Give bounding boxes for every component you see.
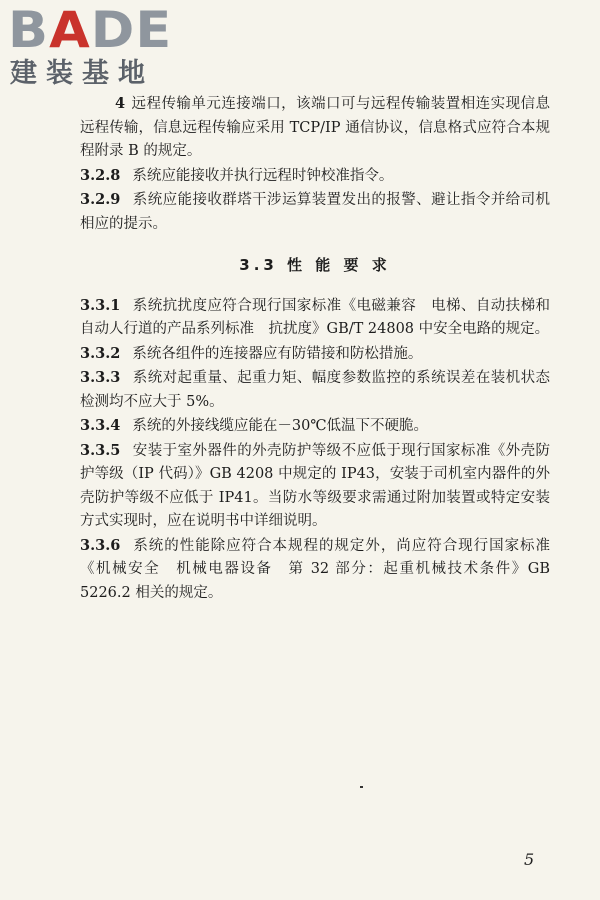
clause-number: 3.2.9: [80, 191, 121, 208]
clause-text: 安装于室外器件的外壳防护等级不应低于现行国家标准《外壳防护等级（IP 代码）》GB 4208 中规定的 IP43，安装于司机室内器件的外壳防护等级不应低于 IP41。当防水等级要求需通过附加装置或特定安装方式实现时，应在说明书中详细说明。: [80, 442, 550, 529]
item-4-text: 远程传输单元连接端口，该端口可与远程传输装置相连实现信息远程传输，信息远程传输应采用 TCP/IP 通信协议，信息格式应符合本规程附录 B 的规定。: [80, 96, 550, 159]
logo-letter-a: A: [49, 1, 91, 59]
item-4-number: 4: [115, 95, 126, 112]
clause-number: 3.2.8: [80, 166, 121, 184]
clause-text: 系统应能接收并执行远程时钟校准指令。: [132, 167, 394, 184]
page-number: 5: [524, 850, 535, 869]
clause-text: 系统抗扰度应符合现行国家标准《电磁兼容 电梯、自动扶梯和自动人行道的产品系列标准 抗扰度》GB/T 24808 中安全电路的规定。: [80, 297, 550, 337]
clause-3-3-6: [80, 534, 550, 606]
clause-text: 系统的外接线缆应能在－30℃低温下不硬脆。: [132, 418, 429, 434]
clause-number: 3.3.3: [80, 369, 121, 386]
clause-3-3-1: [80, 294, 550, 342]
logo-subtitle: 建装基地: [10, 58, 154, 89]
clause-3-2-9: [80, 188, 550, 236]
section-title: 3.3 性 能 要 求: [239, 256, 391, 274]
clause-text: 系统各组件的连接器应有防错接和防松措施。: [132, 345, 423, 362]
clause-text: 系统的性能除应符合本规程的规定外，尚应符合现行国家标准《机械安全 机械电器设备 第 32 部分：起重机械技术条件》GB 5226.2 相关的规定。: [80, 537, 550, 601]
clause-number: 3.3.6: [80, 536, 121, 554]
clause-3-3-4: [80, 414, 550, 439]
item-4-paragraph: [80, 92, 550, 164]
logo-wordmark: [8, 2, 172, 58]
clause-text: 系统对起重量、起重力矩、幅度参数监控的系统误差在装机状态检测均不应大于 5%。: [80, 370, 550, 410]
stray-dot-mark: [360, 786, 363, 788]
clause-number: 3.3.5: [80, 441, 121, 459]
logo-letters-de: DE: [90, 1, 173, 59]
logo-letter-b: B: [8, 1, 50, 59]
clause-3-3-3: [80, 366, 550, 414]
clause-number: 3.3.1: [80, 296, 121, 314]
clause-text: 系统应能接收群塔干涉运算装置发出的报警、避让指令并给司机相应的提示。: [80, 192, 550, 232]
bade-logo-watermark: [8, 2, 183, 90]
clause-3-3-2: [80, 342, 550, 367]
clause-3-3-5: [80, 439, 550, 534]
clause-number: 3.3.4: [80, 417, 121, 434]
clause-number: 3.3.2: [80, 344, 121, 362]
clause-3-2-8: [80, 164, 550, 189]
body-text: [80, 92, 550, 605]
